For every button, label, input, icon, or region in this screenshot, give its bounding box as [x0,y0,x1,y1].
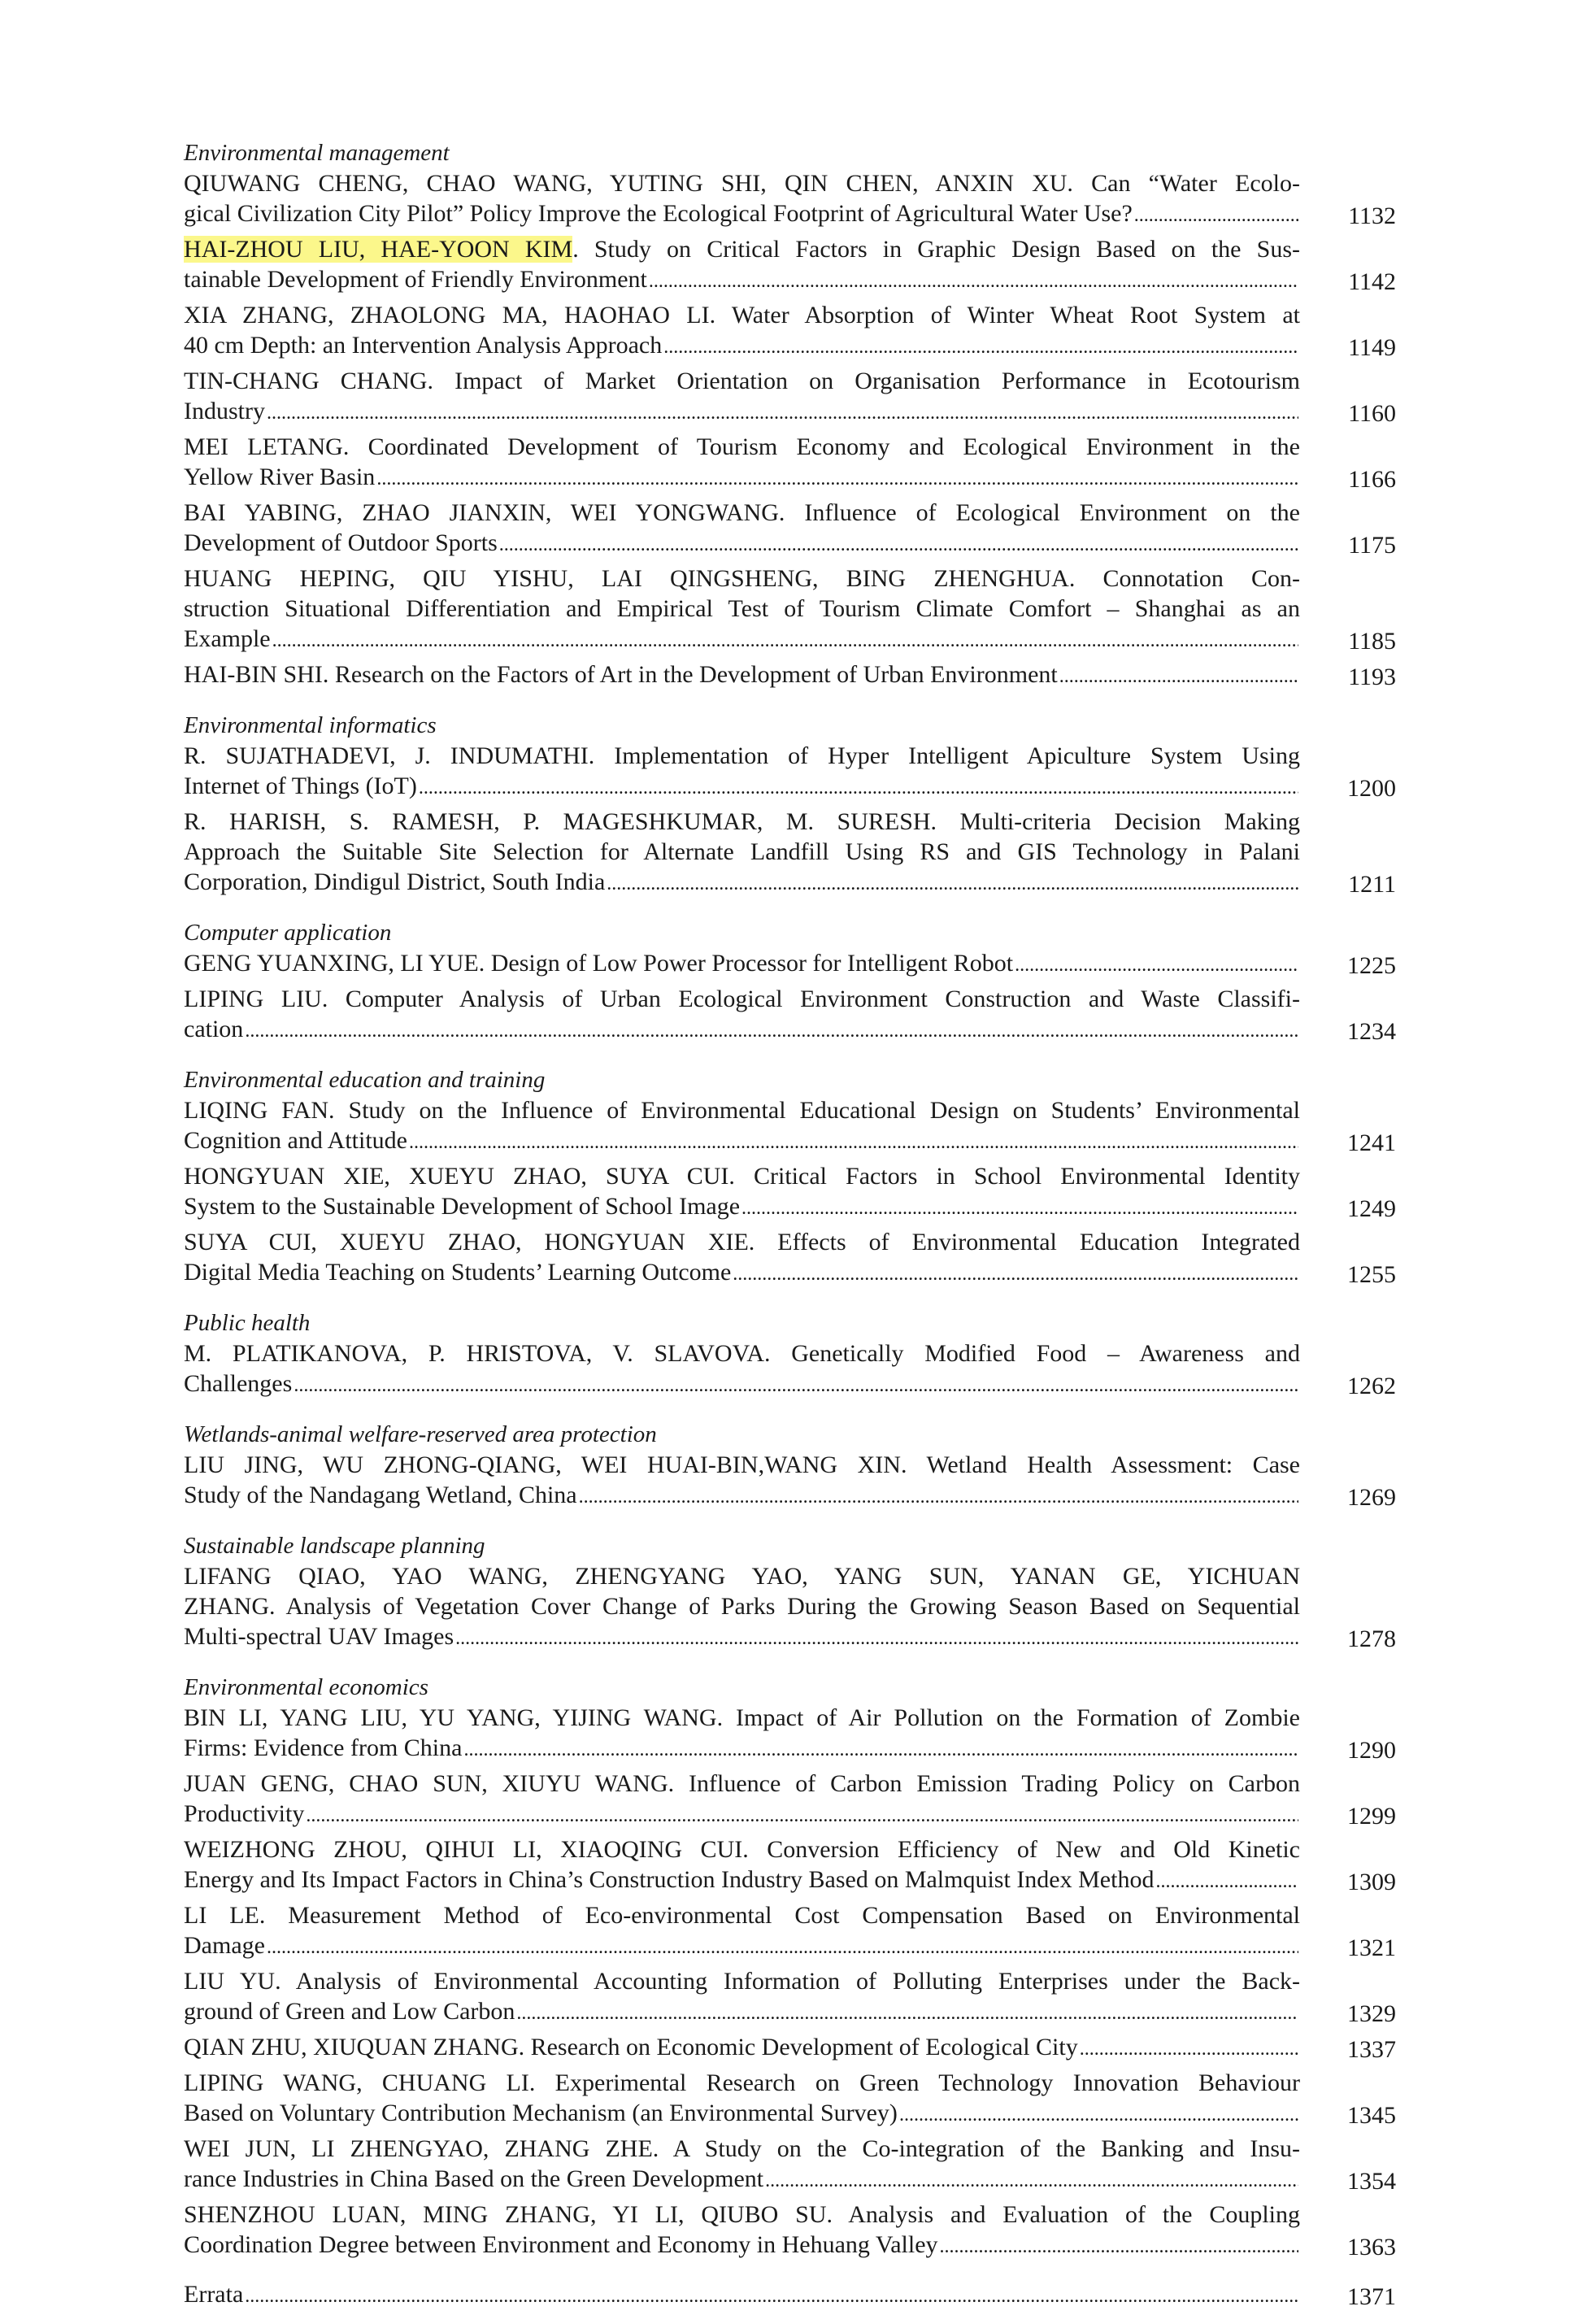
page-number: 1371 [1347,2283,1396,2310]
entry-line [184,741,1300,771]
page-number: 1234 [1347,1018,1396,1045]
section-title: Environmental education and training [184,1067,546,1093]
entry-text: ground of Green and Low Carbon [184,1998,515,2025]
toc-entry [184,432,1396,494]
dot-leader [663,330,1298,363]
dot-leader [741,1191,1298,1224]
toc-entry [184,1227,1396,1290]
entry-text: LIFANG QIAO, YAO WANG, ZHENGYANG YAO, YANG SUN, YANAN GE, YICHUAN [184,1563,1300,1590]
entry-line [184,1769,1300,1799]
entry-last-line [184,1191,1300,1224]
toc-entry [184,984,1396,1047]
entry-line [184,432,1300,462]
entry-line [184,1561,1300,1591]
toc-entry [184,1769,1396,1831]
entry-last-line [184,198,1300,231]
toc-entry [184,366,1396,429]
entry-text: Multi-spectral UAV Images [184,1623,454,1650]
section-title: Environmental informatics [184,712,437,738]
entry-text: Internet of Things (IoT) [184,772,417,799]
entry-last-line [184,1799,1300,1831]
entry-text: HONGYUAN XIE, XUEYU ZHAO, SUYA CUI. Critical Factors in School Environmental Identity [184,1163,1300,1190]
dot-leader [579,1480,1298,1512]
entry-line [184,1834,1300,1865]
page-number: 1225 [1347,952,1396,979]
entry-last-line [184,1865,1300,1897]
entry-text: R. HARISH, S. RAMESH, P. MAGESHKUMAR, M. SURESH. Multi-criteria Decision Making [184,808,1300,835]
page-number: 1175 [1348,532,1396,559]
toc-entry [184,2032,1396,2065]
toc-entry [184,1450,1396,1512]
entry-last-line [184,948,1300,981]
page-number: 1290 [1347,1737,1396,1764]
page-number: 1185 [1348,628,1396,655]
entry-line [184,2200,1300,2230]
entry-last-line [184,1733,1300,1765]
entry-text: Productivity [184,1800,305,1827]
entry-text: Energy and Its Impact Factors in China’s Construction Industry Based on Malmquist Index Method [184,1866,1155,1893]
entry-line [184,1900,1300,1930]
entry-line [184,984,1300,1014]
toc-entry [184,1703,1396,1765]
toc-entry [184,1095,1396,1158]
entry-text: tainable Development of Friendly Environment [184,266,647,293]
entry-last-line [184,1480,1300,1512]
entry-text: cation [184,1016,244,1042]
page-number: 1166 [1348,466,1396,493]
dot-leader [245,1014,1298,1047]
entry-text: Example [184,625,271,652]
page-number: 1193 [1348,664,1396,690]
entry-last-line [184,659,1300,692]
dot-leader [1155,1865,1298,1897]
entry-text: LIPING LIU. Computer Analysis of Urban Ecological Environment Construction and Waste Classifi- [184,986,1300,1012]
page-number: 1249 [1347,1195,1396,1222]
dot-leader [1059,659,1298,692]
entry-text: Digital Media Teaching on Students’ Learning Outcome [184,1259,732,1286]
toc-entry [184,807,1396,899]
entry-text: SHENZHOU LUAN, MING ZHANG, YI LI, QIUBO SU. Analysis and Evaluation of the Coupling [184,2201,1300,2228]
dot-leader [499,528,1298,560]
entry-line: ZHANG. Analysis of Vegetation Cover Change of Parks During the Growing Season Based on Sequential [184,1593,1300,1620]
entry-text: WEIZHONG ZHOU, QIHUI LI, XIAOQING CUI. Conversion Efficiency of New and Old Kinetic [184,1836,1300,1863]
entry-last-line [184,2032,1300,2065]
dot-leader [245,2279,1298,2312]
toc-entry [184,498,1396,560]
entry-text: LI LE. Measurement Method of Eco-environmental Cost Compensation Based on Environmental [184,1902,1300,1929]
page-number: 1262 [1347,1373,1396,1399]
dot-leader [607,867,1298,899]
page-number: 1255 [1347,1261,1396,1288]
entry-text: 40 cm Depth: an Intervention Analysis Approach [184,332,663,359]
toc-entry [184,2068,1396,2130]
entry-line [184,2134,1300,2164]
toc-entry [184,1900,1396,1963]
entry-text: Coordination Degree between Environment and Economy in Hehuang Valley [184,2231,938,2258]
entry-text: M. PLATIKANOVA, P. HRISTOVA, V. SLAVOVA. Genetically Modified Food – Awareness and [184,1340,1300,1367]
entry-last-line [184,1257,1300,1290]
page-number: 1321 [1347,1934,1396,1961]
entry-last-line [184,1621,1300,1654]
entry-line [184,1161,1300,1191]
page-number: 1241 [1347,1129,1396,1156]
entry-text: R. SUJATHADEVI, J. INDUMATHI. Implementation of Hyper Intelligent Apiculture System Using [184,742,1300,769]
entry-last-line [184,1369,1300,1401]
entry-line [184,1966,1300,1996]
dot-leader [455,1621,1298,1654]
toc-entry [184,1966,1396,2029]
dot-leader [267,1930,1298,1963]
dot-leader [376,462,1298,494]
dot-leader [516,1996,1298,2029]
entry-text: Errata [184,2281,244,2308]
entry-text: Study of the Nandagang Wetland, China [184,1482,577,1508]
entry-line [184,1095,1300,1125]
entry-last-line [184,867,1300,899]
entry-last-line [184,2279,1300,2312]
entry-text: GENG YUANXING, LI YUE. Design of Low Power Processor for Intelligent Robot [184,950,1014,977]
dot-leader [306,1799,1298,1831]
page-number: 1299 [1347,1803,1396,1830]
entry-text: QIAN ZHU, XIUQUAN ZHANG. Research on Economic Development of Ecological City [184,2034,1078,2060]
entry-text: SUYA CUI, XUEYU ZHAO, HONGYUAN XIE. Effects of Environmental Education Integrated [184,1229,1300,1255]
entry-last-line [184,771,1300,803]
toc-entry [184,2134,1396,2196]
section-title: Sustainable landscape planning [184,1533,485,1559]
dot-leader [1080,2032,1298,2065]
entry-text: XIA ZHANG, ZHAOLONG MA, HAOHAO LI. Water Absorption of Winter Wheat Root System at [184,302,1300,329]
entry-last-line [184,2098,1300,2130]
dot-leader [409,1125,1298,1158]
entry-line [184,1227,1300,1257]
entry-line [184,498,1300,528]
page-number: 1329 [1347,2000,1396,2027]
entry-line [184,300,1300,330]
dot-leader [463,1733,1298,1765]
dot-leader [1015,948,1298,981]
entry-text: Damage [184,1932,265,1959]
toc-entry [184,1161,1396,1224]
entry-last-line [184,1125,1300,1158]
errata-entry [184,2279,1396,2312]
entry-text: QIUWANG CHENG, CHAO WANG, YUTING SHI, QIN CHEN, ANXIN XU. Can “Water Ecolo- [184,170,1300,197]
entry-last-line [184,1930,1300,1963]
table-of-contents [0,138,1596,2315]
entry-last-line [184,330,1300,363]
page-number: 1363 [1347,2234,1396,2261]
page-number: 1132 [1348,202,1396,229]
entry-text: Challenges [184,1370,293,1397]
entry-text: rance Industries in China Based on the Green Development [184,2165,764,2192]
toc-entry [184,1338,1396,1401]
entry-text: LIQING FAN. Study on the Influence of Environmental Educational Design on Students’ Environmental [184,1097,1300,1124]
entry-text: gical Civilization City Pilot” Policy Improve the Ecological Footprint of Agricultural Water Use? [184,200,1133,227]
entry-text: JUAN GENG, CHAO SUN, XIUYU WANG. Influence of Carbon Emission Trading Policy on Carbon [184,1770,1300,1797]
entry-last-line [184,264,1300,297]
page-number: 1200 [1347,775,1396,802]
dot-leader [733,1257,1298,1290]
page-number: 1345 [1347,2102,1396,2129]
toc-entry [184,168,1396,231]
toc-entry [184,1834,1396,1897]
entry-line [184,2068,1300,2098]
toc-entry [184,741,1396,803]
entry-text: Based on Voluntary Contribution Mechanism (an Environmental Survey) [184,2100,898,2126]
section-title: Environmental economics [184,1674,428,1700]
entry-last-line [184,528,1300,560]
entry-text: LIPING WANG, CHUANG LI. Experimental Research on Green Technology Innovation Behaviour [184,2069,1300,2096]
toc-entry [184,234,1396,297]
entry-line [184,366,1300,396]
entry-last-line [184,462,1300,494]
entry-text: MEI LETANG. Coordinated Development of Tourism Economy and Ecological Environment in the [184,433,1300,460]
page-number: 1211 [1348,871,1396,898]
toc-entry [184,948,1396,981]
entry-last-line [184,1996,1300,2029]
page-number: 1142 [1348,268,1396,295]
toc-entry [184,564,1396,656]
entry-last-line [184,2230,1300,2262]
entry-last-line [184,2164,1300,2196]
entry-text: Yellow River Basin [184,463,376,490]
toc-entry [184,1561,1396,1654]
toc-entry [184,659,1396,692]
entry-text: Cognition and Attitude [184,1127,407,1154]
section-title: Public health [184,1310,311,1336]
dot-leader [1134,198,1298,231]
entry-line: Approach the Suitable Site Selection for Alternate Landfill Using RS and GIS Technology in Palani [184,838,1300,865]
entry-text: System to the Sustainable Development of School Image [184,1193,741,1220]
dot-leader [940,2230,1298,2262]
section-title: Environmental management [184,140,450,166]
section-title: Wetlands-animal welfare-reserved area protection [184,1421,657,1447]
entry-text: Corporation, Dindigul District, South India [184,868,606,895]
section-title: Computer application [184,920,392,946]
entry-text: BAI YABING, ZHAO JIANXIN, WEI YONGWANG. Influence of Ecological Environment on the [184,499,1300,526]
entry-line [184,168,1300,198]
entry-text: LIU YU. Analysis of Environmental Accounting Information of Polluting Enterprises under the Back- [184,1968,1300,1995]
entry-line: struction Situational Differentiation and Empirical Test of Tourism Climate Comfort – Shanghai as an [184,595,1300,622]
entry-line [184,807,1300,837]
page-number: 1278 [1347,1625,1396,1652]
page-number: 1149 [1348,334,1396,361]
page-number: 1269 [1347,1484,1396,1511]
entry-text: WEI JUN, LI ZHENGYAO, ZHANG ZHE. A Study on the Co-integration of the Banking and Insu- [184,2135,1300,2162]
entry-text: TIN-CHANG CHANG. Impact of Market Orientation on Organisation Performance in Ecotourism [184,368,1300,394]
entry-text: Industry [184,398,265,424]
page-number: 1160 [1348,400,1396,427]
dot-leader [899,2098,1298,2130]
dot-leader [649,264,1298,297]
dot-leader [419,771,1298,803]
entry-last-line [184,1014,1300,1047]
page-number: 1354 [1347,2168,1396,2195]
page-number: 1309 [1347,1869,1396,1895]
entry-last-line [184,624,1300,656]
entry-last-line [184,396,1300,429]
entry-text: LIU JING, WU ZHONG-QIANG, WEI HUAI-BIN,WANG XIN. Wetland Health Assessment: Case [184,1451,1300,1478]
entry-text: HAI-BIN SHI. Research on the Factors of Art in the Development of Urban Environment [184,661,1058,688]
entry-text: Firms: Evidence from China [184,1734,463,1761]
page-number: 1337 [1347,2036,1396,2063]
highlighted-authors: HAI-ZHOU LIU, HAE-YOON KIM [184,236,573,263]
entry-line [184,234,1300,264]
dot-leader [294,1369,1298,1401]
entry-text: BIN LI, YANG LIU, YU YANG, YIJING WANG. Impact of Air Pollution on the Formation of Zombie [184,1704,1300,1731]
dot-leader [272,624,1298,656]
entry-line [184,564,1300,594]
dot-leader [267,396,1298,429]
entry-line [184,1703,1300,1733]
entry-text: . Study on Critical Factors in Graphic Design Based on the Sus- [572,236,1300,263]
entry-line [184,1450,1300,1480]
entry-line [184,1338,1300,1369]
dot-leader [765,2164,1298,2196]
entry-text: Development of Outdoor Sports [184,529,498,556]
entry-text: HUANG HEPING, QIU YISHU, LAI QINGSHENG, BING ZHENGHUA. Connotation Con- [184,565,1300,592]
toc-entry [184,2200,1396,2262]
toc-entry [184,300,1396,363]
